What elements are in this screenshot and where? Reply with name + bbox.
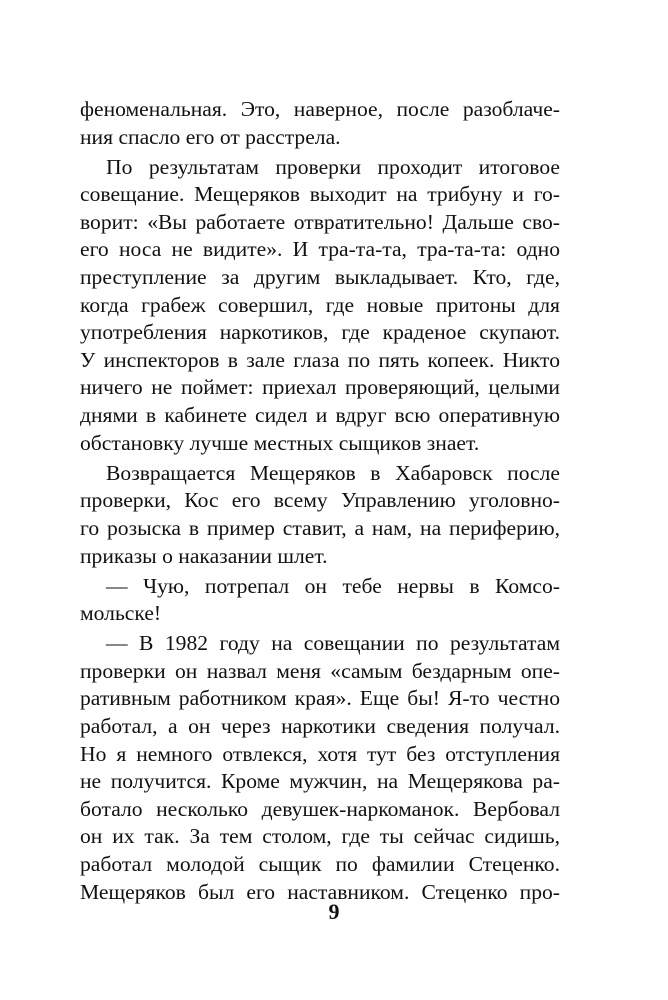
text-line: когда грабеж совершил, где новые притоны для bbox=[80, 292, 560, 317]
text-line: работал, а он через наркотики сведения получал. bbox=[80, 714, 560, 739]
text-line: обстановку лучше местных сыщиков знает. bbox=[80, 430, 480, 455]
text-line: Мещеряков был его наставником. Стеценко про- bbox=[80, 879, 560, 904]
text-line: феноменальная. Это, наверное, после разоблаче- bbox=[80, 97, 560, 121]
text-line: ничего не поймет: приехал проверяющий, целыми bbox=[80, 375, 560, 400]
text-line: — Чую, потрепал он тебе нервы в Комсо- bbox=[106, 573, 560, 598]
text-line: Но я немного отвлекся, хотя тут без отступления bbox=[80, 741, 560, 766]
text-line: го розыска в пример ставит, а нам, на периферию, bbox=[80, 515, 560, 540]
page-number: 9 bbox=[328, 899, 340, 924]
text-line: ния спасло его от расстрела. bbox=[80, 124, 341, 149]
text-line: Возвращается Мещеряков в Хабаровск после bbox=[106, 460, 560, 485]
text-line: По результатам проверки проходит итоговое bbox=[106, 154, 560, 179]
text-line: — В 1982 году на совещании по результатам bbox=[106, 631, 560, 656]
text-line: не получится. Кроме мужчин, на Мещерякова ра- bbox=[80, 769, 560, 794]
text-line: приказы о наказании шлет. bbox=[80, 543, 328, 568]
text-line: ративным работником края». Еще бы! Я-то честно bbox=[80, 686, 560, 711]
text-line: проверки он назвал меня «самым бездарным опе- bbox=[80, 658, 560, 683]
text-line: преступление за другим выкладывает. Кто, где, bbox=[80, 265, 560, 290]
body-text bbox=[80, 96, 560, 906]
text-line: работал молодой сыщик по фамилии Стеценко. bbox=[80, 852, 560, 877]
text-line: проверки, Кос его всему Управлению уголовно- bbox=[80, 488, 560, 513]
text-line: ворит: «Вы работаете отвратительно! Дальше сво- bbox=[80, 209, 560, 234]
text-line: ботало несколько девушек-наркоманок. Вербовал bbox=[80, 796, 560, 821]
text-line: днями в кабинете сидел и вдруг всю оперативную bbox=[80, 403, 560, 428]
text-line: он их так. За тем столом, где ты сейчас сидишь, bbox=[80, 824, 560, 849]
text-line: употребления наркотиков, где краденое скупают. bbox=[80, 320, 560, 345]
text-line: совещание. Мещеряков выходит на трибуну и го- bbox=[80, 182, 560, 207]
text-line: У инспекторов в зале глаза по пять копеек. Никто bbox=[80, 347, 560, 372]
text-line: мольске! bbox=[80, 601, 162, 626]
text-line: его носа не видите». И тра-та-та, тра-та-та: одно bbox=[80, 237, 560, 262]
